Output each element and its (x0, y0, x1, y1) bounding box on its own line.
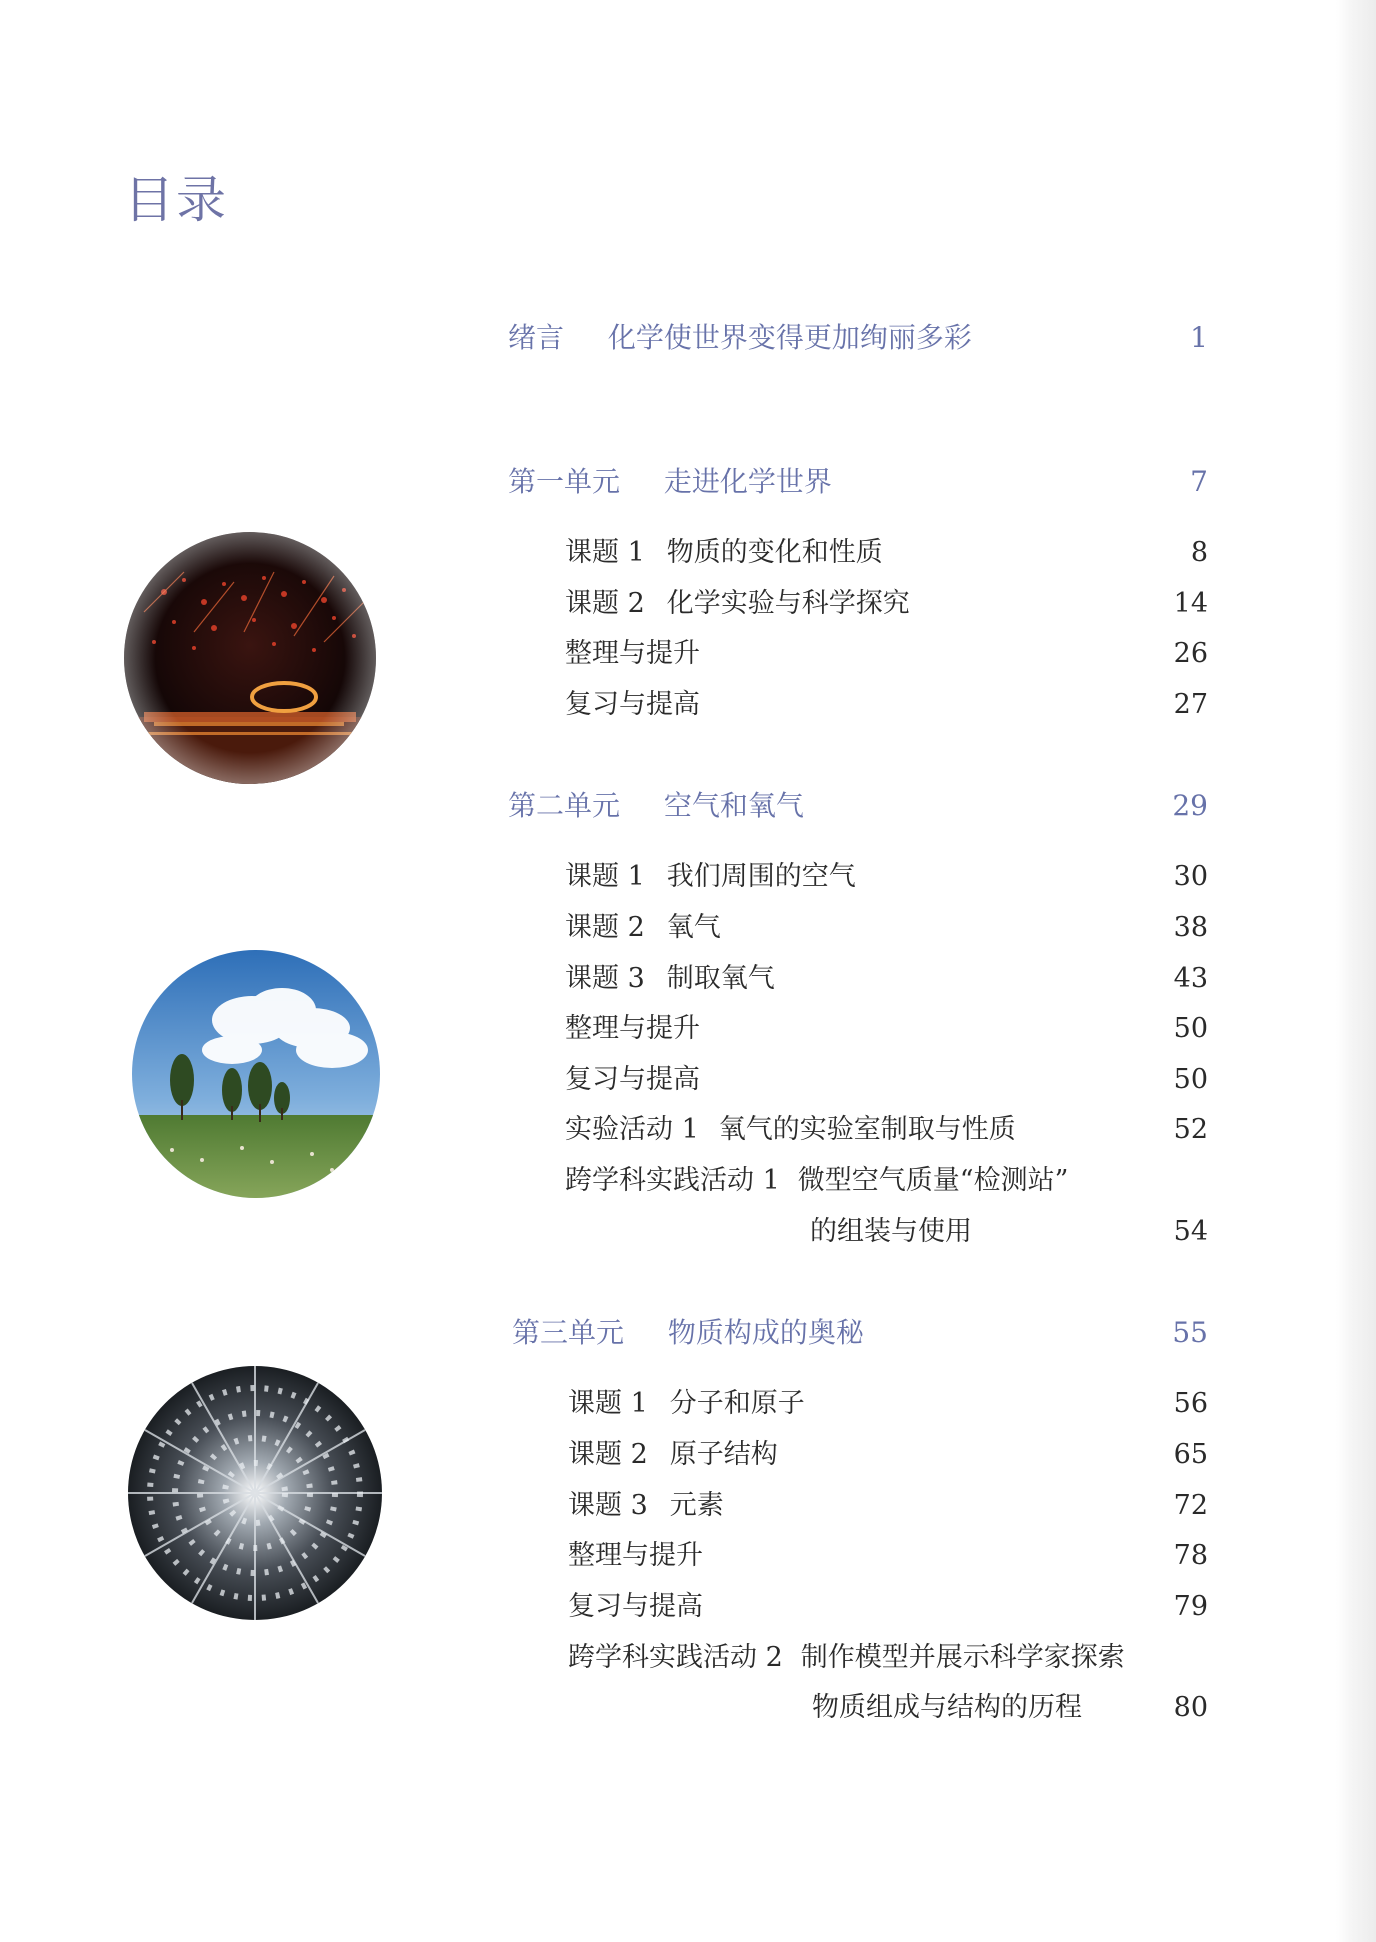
item-title: 氧气的实验室制取与性质 (718, 1114, 1016, 1145)
item-title: 我们周围的空气 (666, 861, 856, 892)
item-prefix: 课题 2 (565, 912, 645, 943)
intro-title: 化学使世界变得更加绚丽多彩 (607, 321, 972, 354)
item-prefix: 课题 1 (568, 1388, 648, 1419)
unit-2-page: 29 (1172, 789, 1208, 822)
item-page: 26 (1173, 638, 1208, 669)
item-page: 27 (1173, 689, 1208, 720)
toc-item[interactable] (0, 906, 1376, 950)
item-title: 氧气 (666, 912, 721, 943)
item-prefix: 课题 3 (565, 963, 645, 994)
item-page: 65 (1173, 1439, 1208, 1470)
item-page: 50 (1173, 1013, 1208, 1044)
item-prefix: 跨学科实践活动 2 (568, 1642, 783, 1673)
unit-2-prefix: 第二单元 (508, 789, 621, 822)
item-prefix: 课题 1 (565, 537, 645, 568)
item-page: 56 (1173, 1388, 1208, 1419)
item-page: 8 (1190, 537, 1208, 568)
item-page: 14 (1173, 588, 1208, 619)
item-title: 制取氧气 (666, 963, 775, 994)
item-title: 制作模型并展示科学家探索 (800, 1642, 1125, 1673)
unit-1-title: 走进化学世界 (663, 465, 832, 498)
item-page: 30 (1173, 861, 1208, 892)
toc-item-continued[interactable] (0, 1210, 1376, 1254)
toc-unit-3[interactable] (0, 1311, 1376, 1355)
unit-2-title: 空气和氧气 (663, 789, 804, 822)
item-title: 分子和原子 (669, 1388, 805, 1419)
item-title: 复习与提高 (568, 1591, 703, 1622)
item-prefix: 课题 3 (568, 1490, 648, 1521)
item-title: 整理与提升 (568, 1540, 703, 1571)
item-title-line2: 的组装与使用 (810, 1216, 972, 1247)
item-title: 复习与提高 (565, 1064, 700, 1095)
item-title-line2: 物质组成与结构的历程 (812, 1692, 1082, 1723)
item-title: 微型空气质量“检测站” (797, 1165, 1069, 1196)
toc-item[interactable] (0, 1636, 1376, 1680)
toc-unit-1[interactable] (0, 460, 1376, 504)
toc-unit-2[interactable] (0, 784, 1376, 828)
item-title: 原子结构 (669, 1439, 778, 1470)
page-title: 目录 (124, 171, 228, 229)
unit-3-prefix: 第三单元 (512, 1316, 625, 1349)
item-page: 43 (1173, 963, 1208, 994)
toc-item[interactable] (0, 855, 1376, 899)
item-prefix: 跨学科实践活动 1 (565, 1165, 780, 1196)
toc-item-continued[interactable] (0, 1686, 1376, 1730)
item-page: 72 (1173, 1490, 1208, 1521)
item-title: 复习与提高 (565, 689, 700, 720)
item-prefix: 课题 2 (565, 588, 645, 619)
item-page: 38 (1173, 912, 1208, 943)
item-title: 整理与提升 (565, 1013, 700, 1044)
unit-1-prefix: 第一单元 (508, 465, 621, 498)
item-page: 50 (1173, 1064, 1208, 1095)
item-title: 元素 (669, 1490, 724, 1521)
item-page: 52 (1173, 1114, 1208, 1145)
unit-3-page: 55 (1172, 1316, 1208, 1349)
sky-meadow-photo (132, 950, 380, 1198)
unit-1-page: 7 (1190, 465, 1208, 498)
item-prefix: 课题 1 (565, 861, 645, 892)
item-title: 化学实验与科学探究 (666, 588, 910, 619)
item-page: 78 (1173, 1540, 1208, 1571)
item-page: 80 (1173, 1692, 1208, 1723)
item-prefix: 实验活动 1 (565, 1114, 699, 1145)
intro-prefix: 绪言 (508, 321, 565, 354)
molecular-structure-image (128, 1366, 382, 1620)
item-page: 79 (1173, 1591, 1208, 1622)
toc-intro[interactable] (0, 316, 1376, 360)
item-title: 物质的变化和性质 (666, 537, 883, 568)
unit-3-title: 物质构成的奥秘 (667, 1316, 864, 1349)
fireworks-photo (124, 532, 376, 784)
item-title: 整理与提升 (565, 638, 700, 669)
intro-page: 1 (1190, 321, 1208, 354)
item-page: 54 (1173, 1216, 1208, 1247)
item-prefix: 课题 2 (568, 1439, 648, 1470)
